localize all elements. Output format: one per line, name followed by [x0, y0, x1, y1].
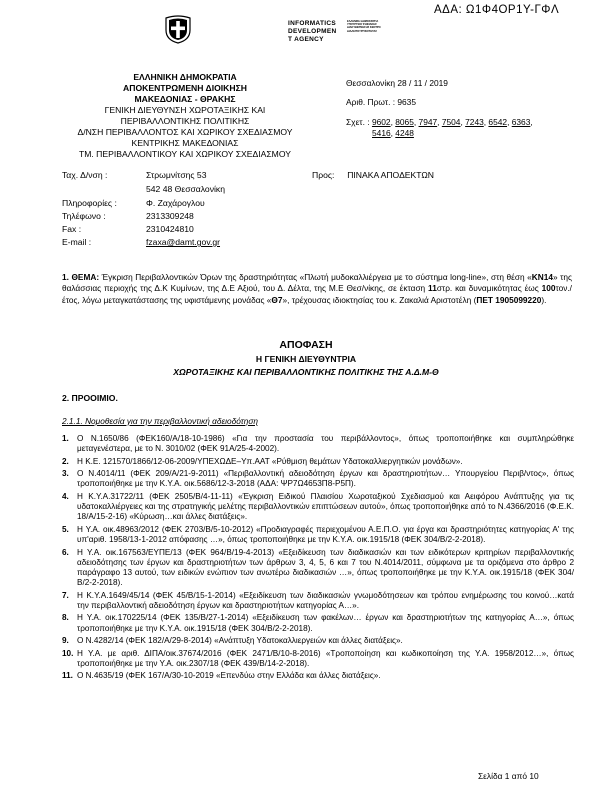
section-heading: 2. ΠΡΟΟΙΜΙΟ. [62, 393, 118, 403]
email-link[interactable]: fzaxa@damt.gov.gr [146, 237, 221, 247]
decision-direction: ΧΩΡΟΤΑΞΙΚΗΣ ΚΑΙ ΠΕΡΙΒΑΛΛΟΝΤΙΚΗΣ ΠΟΛΙΤΙΚΗΣ ΤΗΣ Α.Δ.Μ-Θ [173, 367, 439, 377]
subsection-heading: 2.1.1. Νομοθεσία για την περιβαλλοντική αδειοδότηση [62, 416, 258, 426]
agency-name [288, 20, 337, 44]
contact-row: Πληροφορίες : Φ. Ζαχάρογλου [62, 198, 205, 208]
related-ref-link[interactable]: 5416 [372, 128, 391, 138]
issuer-line: ΜΑΚΕΔΟΝΙΑΣ - ΘΡΑΚΗΣ [134, 94, 236, 104]
issuer-line: Δ/ΝΣΗ ΠΕΡΙΒΑΛΛΟΝΤΟΣ ΚΑΙ ΧΩΡΙΚΟΥ ΣΧΕΔΙΑΣΜΟΥ [77, 127, 293, 137]
greek-emblem-icon [164, 14, 192, 44]
protocol-number: Αριθ. Πρωτ. : 9635 [346, 97, 417, 107]
list-item: 11. Ο Ν.4635/19 (ΦΕΚ 167/Α/30-10-2019 «Επενδύω στην Ελλάδα και άλλες διατάξεις». [62, 671, 381, 681]
contact-row: E-mail : fzaxa@damt.gov.gr [62, 237, 221, 247]
agency-line: INFORMATICS [288, 20, 336, 27]
contact-row: 542 48 Θεσσαλονίκη [146, 184, 225, 194]
contact-row: Τηλέφωνο : 2313309248 [62, 211, 194, 221]
related-ref-link[interactable]: 7243 [465, 117, 484, 127]
related-ref-link[interactable]: 7504 [441, 117, 461, 127]
list-item: 2. Η Κ.Ε. 121570/1866/12-06-2009/ΥΠΕΧΩΔΕ–Υπ.ΑΑΤ «Ρύθμιση θεμάτων Υδατοκαλλιεργητικών μονάδων». [62, 456, 463, 466]
recipients [312, 170, 434, 180]
ada-code: ΑΔΑ: Ω1Φ4ΟΡ1Υ-ΓΦΛ [434, 4, 560, 16]
related-ref-link[interactable]: 8065 [395, 117, 414, 127]
list-item: 4. Η Κ.Υ.Α.31722/11 (ΦΕΚ 2505/Β/4-11-11) «Έγκριση Ειδικού Πλαισίου Χωροταξικού Σχεδιασμού και Αειφόρου Ανάπτυξης για τις υδατοκαλλιέργειες και της στρατηγικής μελέτης περιβαλλοντικών επιπτώσεων αυτού», όπως τροποποιήθηκε από το Ν.4366/2016 (Φ.Ε.Κ. 18/Α/15-2-16) «Κύρωση…και άλλες διατάξεις». [62, 491, 574, 522]
decision-authority: Η ΓΕΝΙΚΗ ΔΙΕΥΘΥΝΤΡΙΑ [255, 354, 357, 364]
related-ref-link[interactable]: 4248 [395, 128, 414, 138]
list-item: 8. Η Υ.Α. οικ.170225/14 (ΦΕΚ 135/Β/27-1-2014) «Εξειδίκευση των φακέλων… έργων και δραστηριοτήτων της κατηγορίας Α…», όπως τροποποιήθηκε με την Κ.Υ.Α. οικ.1915/18 (ΦΕΚ 304/Β/2-2-2018). [62, 613, 574, 633]
related-refs: Σχετ. : 9602, 8065, 7947, 7504, 7243, 6542, 6363, 5416, 4248 [346, 117, 533, 138]
agency-line: T AGENCY [288, 36, 324, 43]
related-ref-link[interactable]: 7947 [418, 117, 438, 127]
legislation-list [62, 434, 574, 684]
subject-paragraph: 1. ΘΕΜΑ: Έγκριση Περιβαλλοντικών Όρων της δραστηριότητας «Πλωτή μυδοκαλλιέργεια με το σύστημα long-line», στη θέση «ΚΝ14» της θαλάσσιας περιοχής της Δ.Κ Κυμίνων, της Δ.Ε Αξιού, του Δ. Δέλτα, της Μ.Ε Θεσ/νίκης, σε έκταση 11στρ. και δυναμικότητας έως 100τον./έτος, λόγω μεταγκατάστασης της υφιστάμενης μονάδας «Θ7», τρέχουσας ιδιοκτησίας του κ. Ζακαλιά Αριστοτέλη (ΠΕΤ 1905099220). [62, 272, 572, 305]
list-item: 10. Η Υ.Α. με αριθ. ΔΙΠΑ/οικ.37674/2016 (ΦΕΚ 2471/Β/10-8-2016) «Τροποποίηση και κωδικοποίηση της Υ.Α. 1958/2012…», όπως τροποποιήθηκε με την Υ.Α. οικ.2307/18 (ΦΕΚ 439/Β/14-2-2018). [62, 648, 574, 668]
list-item: 7. Η Κ.Υ.Α.1649/45/14 (ΦΕΚ 45/Β/15-1-2014) «Εξειδίκευση των διαδικασιών γνωμοδότησεων και τρόπου ενημέρωσης του κοινού…κατά την περιβαλλοντική αδειοδότηση έργων και δραστηριοτήτων κατηγορίας Α…». [62, 590, 574, 610]
issuer-line: ΠΕΡΙΒΑΛΛΟΝΤΙΚΗΣ ΠΟΛΙΤΙΚΗΣ [120, 116, 250, 126]
issuer-line: ΓΕΝΙΚΗ ΔΙΕΥΘΥΝΣΗ ΧΩΡΟΤΑΞΙΚΗΣ ΚΑΙ [104, 105, 266, 115]
related-ref-link[interactable]: 9602 [371, 117, 391, 127]
issuer-line: ΤΜ. ΠΕΡΙΒΑΛΛΟΝΤΙΚΟΥ ΚΑΙ ΧΩΡΙΚΟΥ ΣΧΕΔΙΑΣΜΟΥ [79, 149, 291, 159]
decision-title: ΑΠΟΦΑΣΗ [279, 339, 333, 351]
recipients-label: Προς: [312, 170, 335, 180]
issuer-block [55, 72, 315, 160]
contact-row: Ταχ. Δ/νση : Στρωμνίτσης 53 [62, 170, 207, 180]
recipients-value: ΠΙΝΑΚΑ ΑΠΟΔΕΚΤΩΝ [347, 170, 434, 180]
agency-logo-text: ΕΛΛΗΝΙΚΗ ΔΗΜΟΚΡΑΤΙΑ ΥΠΟΥΡΓΕΙΟ ΨΗΦΙΑΚΗΣ ΔΙΑΚΥΒΕΡΝΗΣΗΣ ΚΕΝΤΡΟ ΔΙΑΛΕΙΤΟΥΡΓΙΚΟΤΗΤΑΣ [347, 20, 381, 33]
list-item: 6. Η Υ.Α. οικ.167563/ΕΥΠΕ/13 (ΦΕΚ 964/Β/19-4-2013) «Εξειδίκευση των διαδικασιών και των ειδικότερων κριτηρίων περιβαλλοντικής αδειοδότησης των έργων και δραστηριοτήτων των άρθρων 3, 4, 5, 6 και 7 του Ν.4014/2011, σύμφωνα με τα οριζόμενα στο άρθρο 2 παράγραφο 13 αυτού, των ειδικών ενώπιον των ανωτέρω διαδικασιών …», όπως τροποποιήθηκε με την Κ.Υ.Α. οικ.1915/18 (ΦΕΚ 304/Β/2-2-2018). [62, 547, 574, 588]
issuer-line: ΑΠΟΚΕΝΤΡΩΜΕΝΗ ΔΙΟΙΚΗΣΗ [123, 83, 247, 93]
list-item: 5. Η Υ.Α. οικ.48963/2012 (ΦΕΚ 2703/Β/5-10-2012) «Προδιαγραφές περιεχομένου Α.Ε.Π.Ο. για έργα και δραστηριότητες κατηγορίας Α' της υπ'αριθ. 1958/13-1-2012 απόφασης …», όπως τροποποιήθηκε με την Κ.Υ.Α. οικ.1915/18 (ΦΕΚ 304/Β/2-2-2018). [62, 524, 574, 545]
list-item: 3. Ο Ν.4014/11 (ΦΕΚ 209/Α/21-9-2011) «Περιβαλλοντική αδειοδότηση έργων και δραστηριοτήτων… Υπουργείου Περιβ/ντος», όπως τροποποιήθηκε με την Κ.Υ.Α. οικ.5686/12-3-2018 (ΑΔΑ: ΨΡ7Ω4653Π8-Ρ5Π). [62, 469, 574, 489]
related-ref-link[interactable]: 6542 [488, 117, 508, 127]
list-item: 1. Ο Ν.1650/86 (ΦΕΚ160/Α/18-10-1986) «Για την προστασία του περιβάλλοντος», όπως τροποποιήθηκε και συμπληρώθηκε μεταγενέστερα, με το Ν. 3010/02 (ΦΕΚ 91Α/25-4-2002). [62, 434, 574, 454]
contact-row: Fax : 2310424810 [62, 224, 194, 234]
list-item: 9. Ο Ν.4282/14 (ΦΕΚ 182/Α/29-8-2014) «Ανάπτυξη Υδατοκαλλιεργειών και άλλες διατάξεις». [62, 636, 403, 646]
related-label: Σχετ. : [346, 117, 370, 127]
document-date: Θεσσαλονίκη 28 / 11 / 2019 [346, 78, 448, 88]
issuer-line: ΕΛΛΗΝΙΚΗ ΔΗΜΟΚΡΑΤΙΑ [133, 72, 237, 82]
issuer-line: ΚΕΝΤΡΙΚΗΣ ΜΑΚΕΔΟΝΙΑΣ [131, 138, 239, 148]
agency-line: DEVELOPMEN [288, 28, 337, 35]
related-ref-link[interactable]: 6363 [511, 117, 531, 127]
page-number: Σελίδα 1 από 10 [478, 771, 539, 781]
